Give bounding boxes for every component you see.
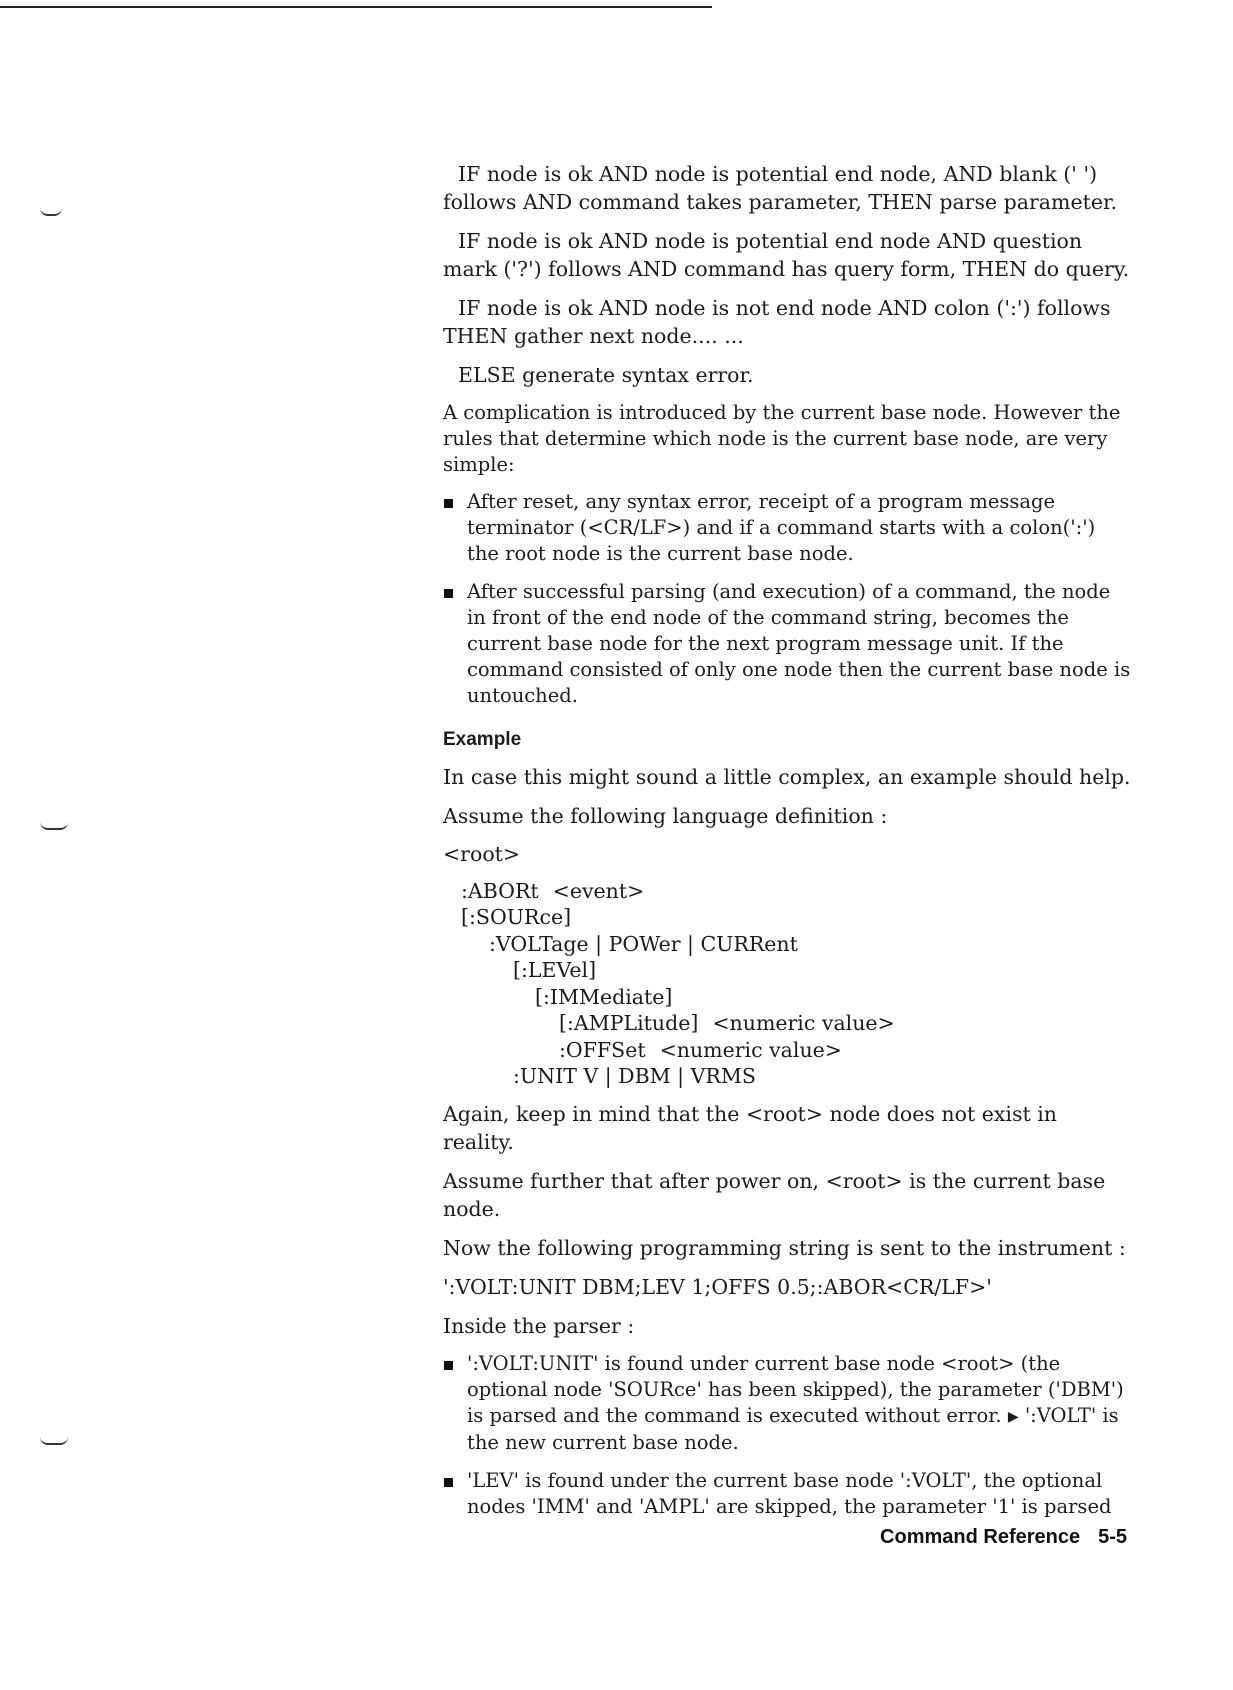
- tree-amplitude-param: <numeric value>: [712, 1011, 895, 1035]
- string-intro: Now the following programming string is sent to the instrument :: [443, 1235, 1126, 1260]
- page-number: 5-5: [1098, 1526, 1127, 1548]
- list-item: 'LEV' is found under the current base node ':VOLT', the optional nodes 'IMM' and 'AMPL' are skipped, the parameter '1' is parsed: [443, 1468, 1133, 1520]
- rule-do-query: IF node is ok AND node is potential end node AND question mark ('?') follows AND command has query form, THEN do query.: [443, 229, 1130, 281]
- rule-syntax-error: ELSE generate syntax error.: [458, 363, 754, 387]
- parser-intro: Inside the parser :: [443, 1313, 635, 1338]
- tree-offset: [443, 1037, 1133, 1064]
- tree-unit: :UNIT V | DBM | VRMS: [513, 1064, 756, 1088]
- margin-mark: [40, 1437, 68, 1445]
- top-rule: [0, 6, 712, 8]
- list-item: After successful parsing (and execution) of a command, the node in front of the end node of the command string, becomes the current base node for the next program message unit. If the command consisted of only one node then the current base node is untouched.: [443, 579, 1133, 709]
- program-string: ':VOLT:UNIT DBM;LEV 1;OFFS 0.5;:ABOR<CR/LF>': [443, 1274, 992, 1299]
- page-footer: [880, 1526, 1127, 1549]
- power-on-note: Assume further that after power on, <root> is the current base node.: [443, 1168, 1106, 1221]
- tree-offset-param: <numeric value>: [659, 1037, 842, 1062]
- list-item: After reset, any syntax error, receipt of a program message terminator (<CR/LF>) and if a command starts with a colon(':') the root node is the current base node.: [443, 489, 1133, 567]
- rule-parse-parameter: IF node is ok AND node is potential end node, AND blank (' ') follows AND command takes parameter, THEN parse parameter.: [443, 162, 1118, 214]
- page-body: [443, 160, 1133, 1532]
- language-definition-tree: [443, 841, 1133, 1090]
- tree-voltage: :VOLTage | POWer | CURRent: [489, 931, 798, 956]
- parser-step-1-result: ':VOLT' is the new current base node.: [467, 1403, 1119, 1454]
- tree-offset-cmd: :OFFSet: [559, 1037, 646, 1062]
- assume-definition: Assume the following language definition :: [443, 804, 888, 828]
- tree-abort-cmd: :ABORt: [461, 878, 539, 903]
- tree-level: [:LEVel]: [513, 958, 597, 982]
- tree-root: <root>: [443, 842, 521, 866]
- margin-mark: [40, 822, 68, 830]
- margin-mark: [40, 208, 62, 216]
- tree-abort-param: <event>: [552, 878, 645, 903]
- tree-abort: [443, 878, 1133, 905]
- tree-amplitude: [443, 1010, 1133, 1037]
- tree-source: [:SOURce]: [461, 905, 572, 929]
- tree-amplitude-cmd: [:AMPLitude]: [559, 1011, 699, 1035]
- list-item: [443, 1351, 1133, 1456]
- arrow-right-icon: ▶: [1007, 1408, 1019, 1425]
- intro-paragraph: A complication is introduced by the current base node. However the rules that determine which node is the current base node, are very simple:: [443, 401, 1121, 476]
- section-heading: Example: [443, 729, 522, 750]
- footer-section: Command Reference: [880, 1526, 1081, 1548]
- parser-step-1: ':VOLT:UNIT' is found under current base node <root> (the optional node 'SOURce' has been skipped), the parameter ('DBM') is parsed and the command is executed without error.: [467, 1351, 1124, 1427]
- rule-gather-next-node: IF node is ok AND node is not end node AND colon (':') follows THEN gather next node.... ...: [443, 296, 1111, 348]
- example-intro: In case this might sound a little complex, an example should help.: [443, 765, 1131, 789]
- tree-immediate: [:IMMediate]: [535, 984, 673, 1009]
- root-note: Again, keep in mind that the <root> node does not exist in reality.: [443, 1101, 1058, 1154]
